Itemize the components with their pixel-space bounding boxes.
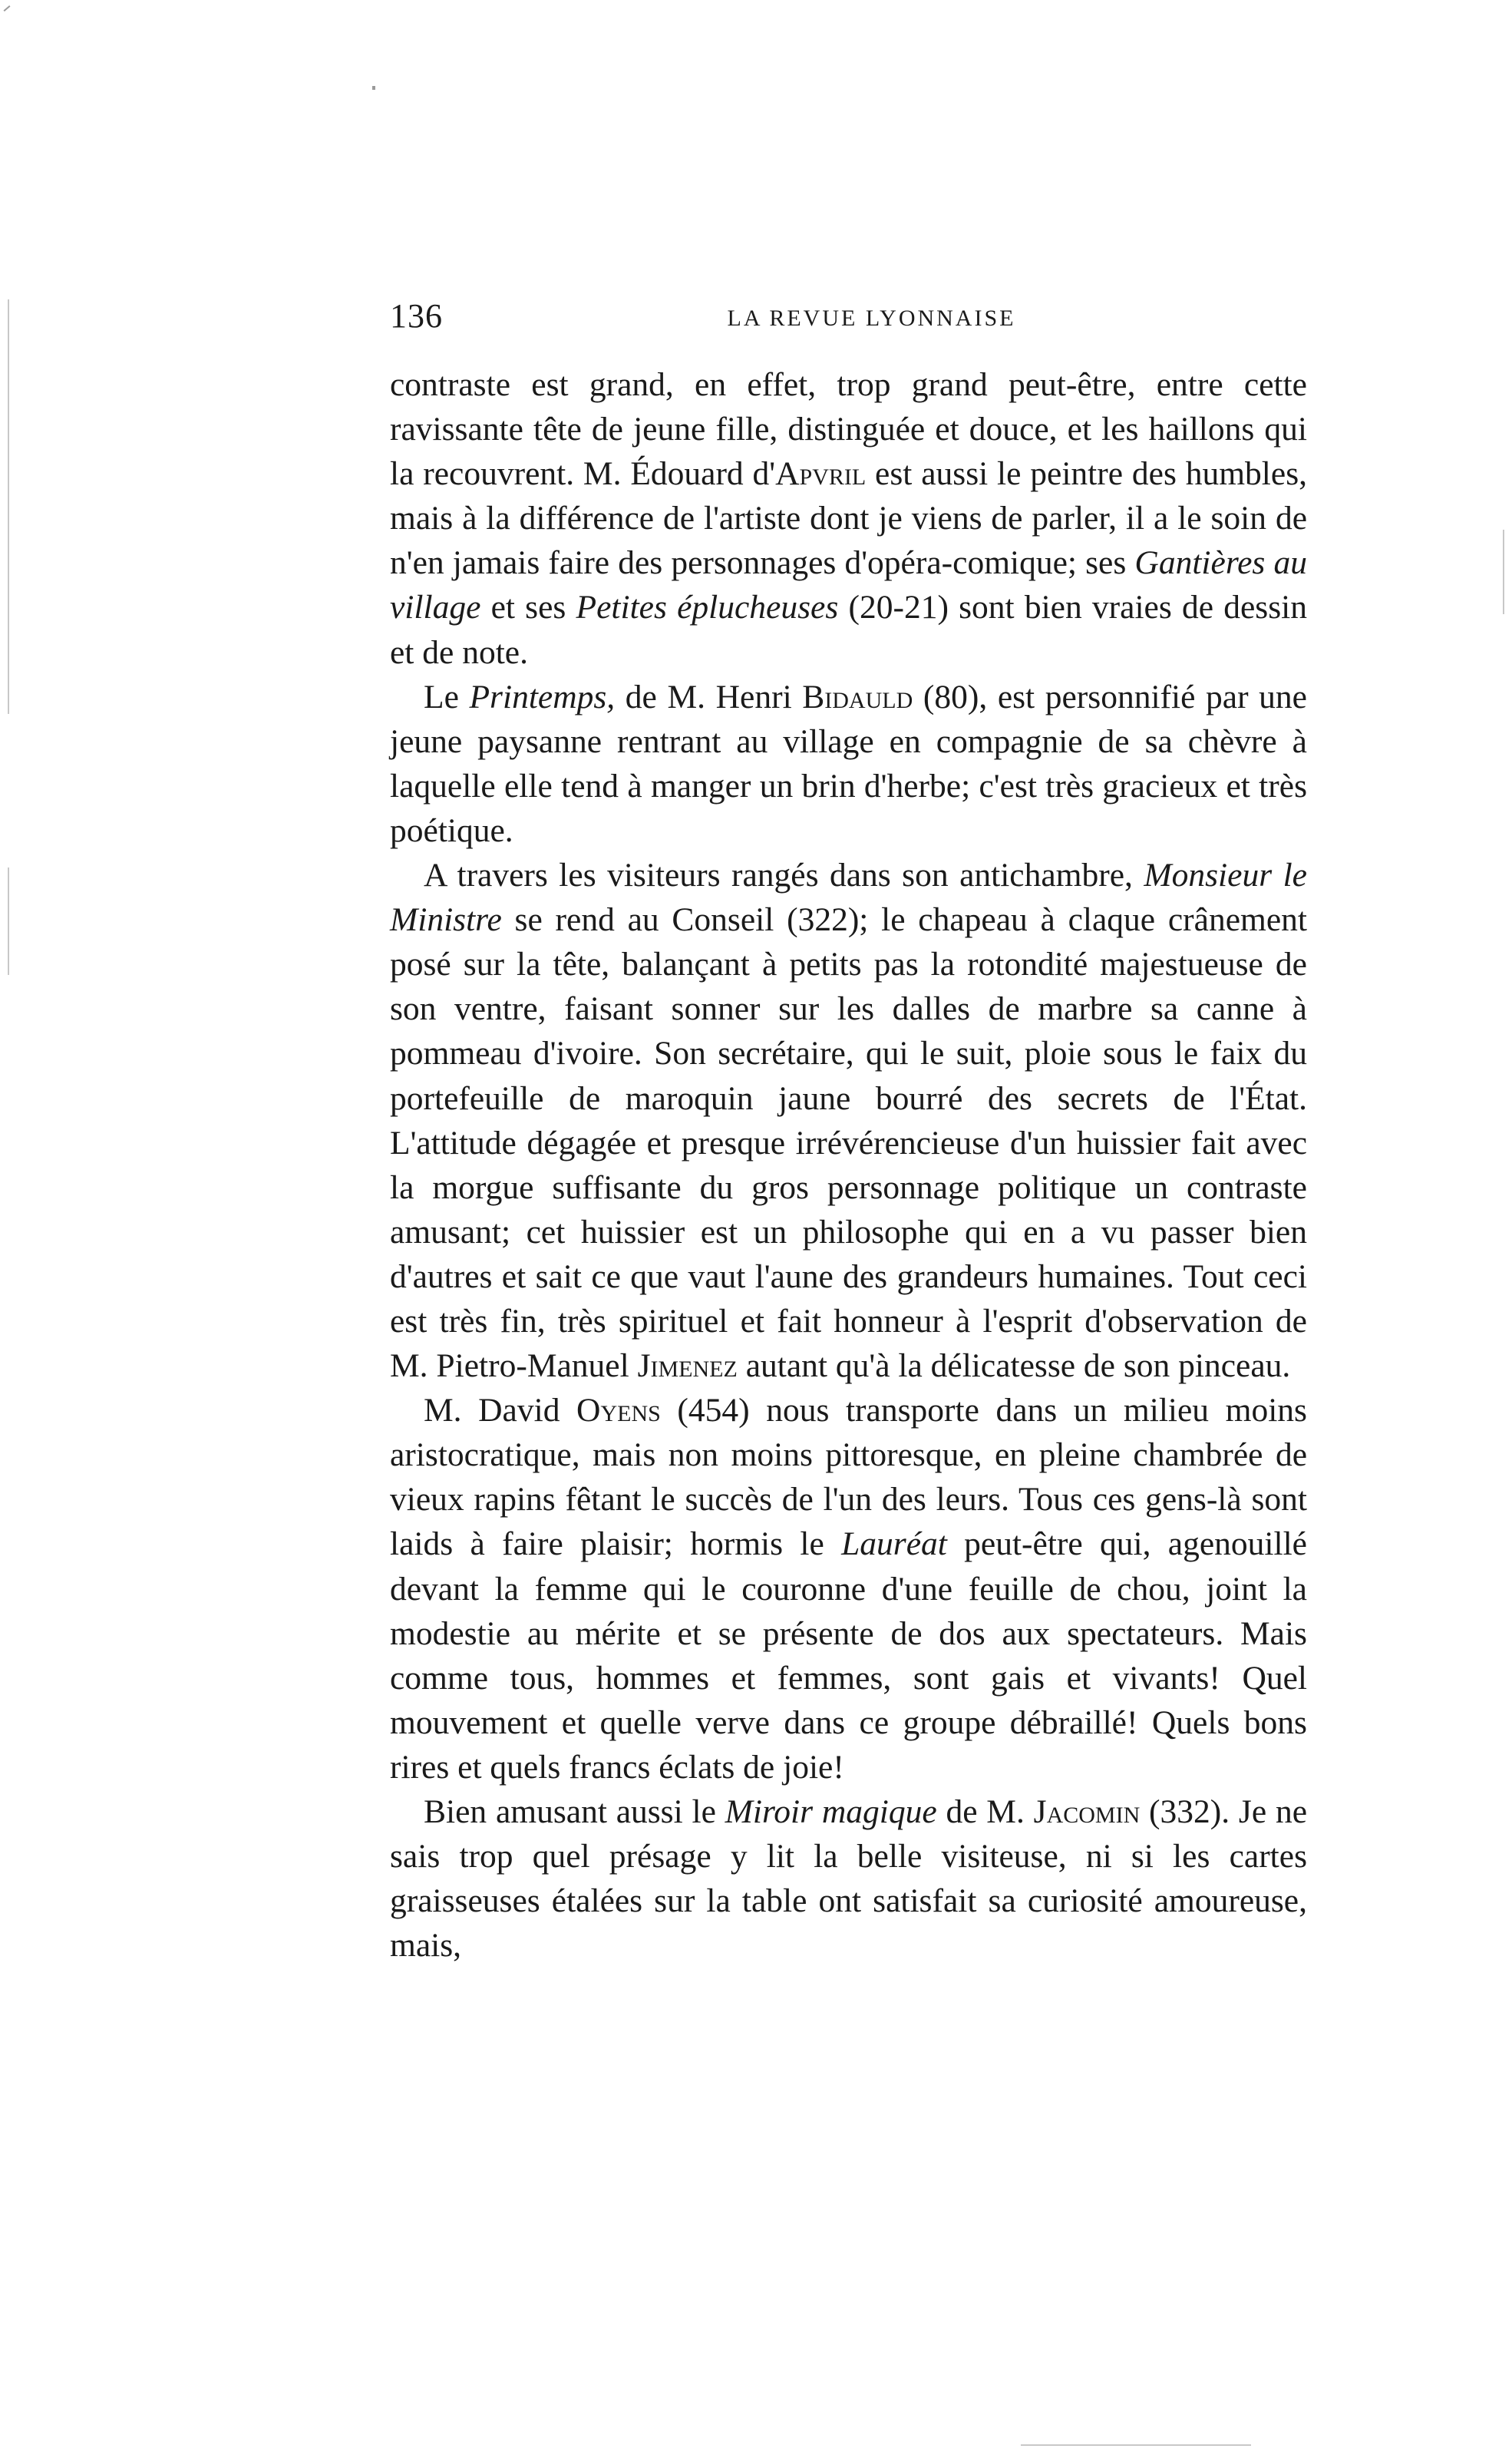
page-number: 136 xyxy=(390,297,443,335)
text-run: se rend au Conseil (322); le chapeau à claque crânement posé sur la tête, balançant à petits pas la rotondité majestueuse de son ventre, faisant sonner sur les dalles de marbre sa canne à pommeau d'ivoire. Son secrétaire, qui le suit, ploie sous le faix du portefeuille de maroquin jaune bourré des secrets de l'État. L'attitude dégagée et presque irrévérencieuse d'un huissier fait avec la morgue suffisante du gros personnage politique un contraste amusant; cet huissier est un philosophe qui en a vu passer bien d'autres et sait ce que vaut l'aune des grandeurs humaines. Tout ceci est très fin, très spirituel et fait honneur à l'esprit d'observation de M. Pietro-Manuel J xyxy=(390,901,1307,1385)
body-text xyxy=(390,362,1307,1968)
running-title: LA REVUE LYONNAISE xyxy=(727,306,1016,331)
italic-title: Gantières au village xyxy=(390,544,1307,626)
small-caps-name: imenez xyxy=(650,1347,738,1385)
scan-mark-top-left xyxy=(4,5,11,12)
text-run: (80), est personnifié par une jeune paysanne rentrant au village en compagnie de sa chèvre à laquelle elle tend à manger un brin d'herbe; c'est très gracieux et très poétique. xyxy=(390,678,1307,849)
text-run: Le xyxy=(424,678,470,715)
italic-title: Petites éplucheuses xyxy=(576,589,839,626)
small-caps-name: acomin xyxy=(1046,1793,1141,1830)
scan-mark-right-edge xyxy=(1503,530,1504,614)
text-run: A travers les visiteurs rangés dans son antichambre, xyxy=(424,857,1144,894)
scan-mark-left-edge-lower xyxy=(8,867,9,975)
text-run: peut-être qui, agenouillé devant la femme qui le couronne d'une feuille de chou, joint la modestie au mérite et se présente de dos aux spectateurs. Mais comme tous, hommes et femmes, sont gais et vivants! Quel mouvement et quelle verve dans ce groupe débraillé! Quels bons rires et quels francs éclats de joie! xyxy=(390,1525,1307,1786)
text-run: de M. J xyxy=(936,1793,1047,1830)
text-run: autant qu'à la délicatesse de son pinceau. xyxy=(737,1347,1291,1385)
text-run: de M. Henri B xyxy=(615,678,825,715)
scan-mark-left-edge xyxy=(8,299,9,714)
italic-title: Lauréat xyxy=(841,1525,947,1563)
text-run: contraste est grand, en effet, trop grand peut-être, entre cette ravissante tête de jeune fille, distinguée et douce, et les haillons qui la recouvrent. M. Édouard d'A xyxy=(390,366,1307,493)
text-run: (332). Je ne sais trop quel présage y lit la belle visiteuse, ni si les cartes graisseuses étalées sur la table ont satisfait sa curiosité amoureuse, mais, xyxy=(390,1793,1308,1965)
small-caps-name: yens xyxy=(600,1392,661,1429)
italic-title: Printemps, xyxy=(469,678,616,715)
scan-mark-bottom-edge xyxy=(1021,2444,1251,2446)
small-caps-name: idauld xyxy=(824,678,913,715)
scan-mark-dot xyxy=(372,86,375,90)
text-run: et ses xyxy=(480,589,576,626)
paragraph-1 xyxy=(390,362,1307,675)
italic-title: Miroir magique xyxy=(725,1793,937,1830)
text-run: (454) nous transporte dans un milieu moins aristocratique, mais non moins pittoresque, en pleine chambrée de vieux rapins fêtant le succès de l'un des leurs. Tous ces gens-là sont laids à faire plaisir; hormis le xyxy=(390,1392,1307,1563)
small-caps-name: pvril xyxy=(799,455,867,493)
paragraph-5 xyxy=(390,1789,1307,1968)
text-run: Bien amusant aussi le xyxy=(424,1793,725,1830)
text-run: est aussi le peintre des humbles, mais à la différence de l'artiste dont je viens de parler, il a le soin de n'en jamais faire des personnages d'opéra-comique; ses xyxy=(390,455,1307,582)
text-run: (20-21) sont bien vraies de dessin et de note. xyxy=(390,589,1307,671)
text-run: M. David O xyxy=(424,1392,601,1429)
paragraph-4 xyxy=(390,1388,1307,1789)
paragraph-2 xyxy=(390,675,1307,853)
paragraph-3 xyxy=(390,853,1307,1388)
page-header xyxy=(390,296,1307,342)
italic-title: Monsieur le Ministre xyxy=(390,857,1307,939)
